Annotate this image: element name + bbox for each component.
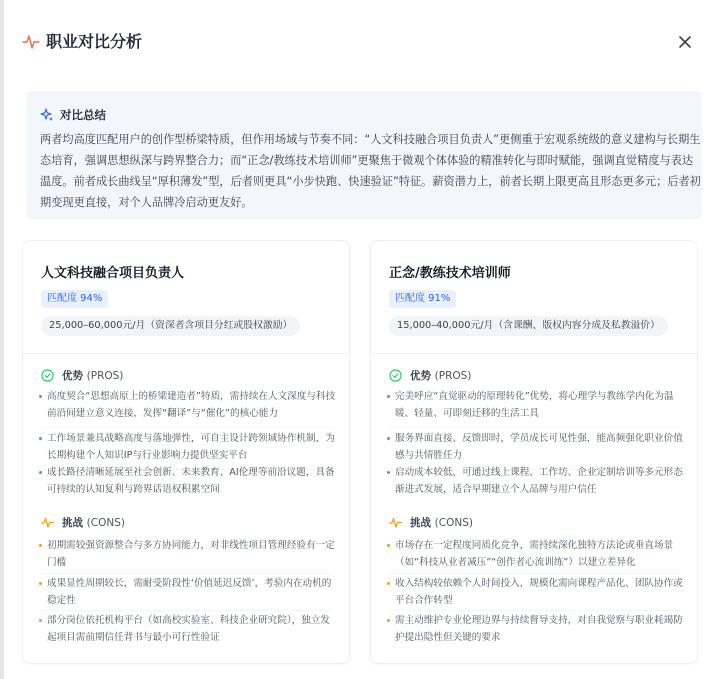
item-separator [41, 427, 333, 428]
job-title: 人文科技融合项目负责人 [41, 266, 185, 281]
cons-label: 挑战 (CONS) [62, 517, 125, 529]
cons-label: 挑战 (CONS) [410, 517, 473, 529]
pros-item: 服务界面直接、反馈即时，学员成长可见性强，能高频强化职业价值感与共情胜任力 [395, 430, 687, 464]
cons-item: 部分岗位依托机构平台（如高校实验室、科技企业研究院），独立发起项目需前期信任背书与最小可行性验证 [47, 612, 339, 646]
check-circle-icon [389, 369, 402, 382]
summary-title: 对比总结 [60, 108, 106, 122]
pros-label: 优势 (PROS) [410, 370, 472, 382]
pros-item: 完美呼应“直觉驱动的原理转化”优势，将心理学与教练学内化为温暖、轻量、可即刻迁移的生活工具 [395, 388, 687, 422]
pros-label: 优势 (PROS) [62, 370, 124, 382]
comparison-summary [26, 91, 702, 219]
close-icon[interactable] [675, 32, 695, 52]
cons-item: 需主动维护专业伦理边界与持续督导支持，对自我觉察与职业耗竭防护提出隐性但关键的要求 [395, 612, 687, 646]
item-separator [389, 573, 681, 574]
cons-item: 收入结构较依赖个人时间投入，规模化需向课程产品化、团队协作或平台合作转型 [395, 575, 687, 609]
career-card [370, 240, 698, 664]
pros-item: 启动成本较低，可通过线上课程、工作坊、企业定制培训等多元形态渐进式发展，适合早期建立个人品牌与用户信任 [395, 464, 687, 498]
career-compare-dialog [4, 0, 720, 679]
divider [23, 353, 349, 354]
trend-pulse-icon [41, 516, 54, 529]
cons-item: 初期需较强资源整合与多方协同能力，对非线性项目管理经验有一定门槛 [47, 537, 339, 571]
pros-item: 成长路径清晰延展至社会创新、未来教育、AI伦理等前沿议题，具备可持续的认知复利与跨界话语权积累空间 [47, 464, 339, 498]
match-badge: 匹配度 94% [41, 290, 108, 308]
divider [371, 353, 697, 354]
salary-pill: 25,000–60,000元/月（资深者含项目分红或股权激励） [41, 316, 300, 336]
trend-pulse-icon [389, 516, 402, 529]
item-separator [41, 610, 333, 611]
pros-item: 高度契合“思想高原上的桥梁建造者”特质，需持续在人文深度与科技前沿间建立意义连接，发挥“翻译”与“催化”的核心能力 [47, 388, 339, 422]
cons-item: 成果显性周期较长，需耐受阶段性‘价值延迟反馈’，考验内在动机的稳定性 [47, 575, 339, 609]
dialog-title: 职业对比分析 [46, 32, 143, 51]
dialog-header [4, 0, 720, 84]
cons-item: 市场存在一定程度同质化竞争，需持续深化独特方法论或垂直场景（如“科技从业者减压”“创作者心流训练”）以建立差异化 [395, 537, 687, 571]
item-separator [389, 610, 681, 611]
career-card [22, 240, 350, 664]
sparkle-icon [40, 108, 54, 122]
job-title: 正念/教练技术培训师 [389, 266, 511, 281]
match-badge: 匹配度 91% [389, 290, 456, 308]
check-circle-icon [41, 369, 54, 382]
pros-item: 工作场景兼具战略高度与落地弹性，可自主设计跨领域协作机制，为长期构建个人知识IP与行业影响力提供坚实平台 [47, 430, 339, 464]
salary-pill: 15,000–40,000元/月（含课酬、版权内容分成及私教溢价） [389, 316, 668, 336]
activity-pulse-icon [22, 33, 40, 51]
item-separator [41, 573, 333, 574]
item-separator [389, 427, 681, 428]
summary-text: 两者均高度匹配用户的创作型桥梁特质，但作用场域与节奏不同：“人文科技融合项目负责人”更侧重于宏观系统级的意义建构与长期生态培育，强调思想纵深与跨界整合力；而“正念/教练技术培训师”更聚焦于微观个体体验的精准转化与即时赋能，强调直觉精度与表达温度。前者成长曲线呈“厚积薄发”型，后者则更具“小步快跑、快速验证”特征。薪资潜力上，前者长期上限更高且形态更多元；后者初期变现更直接，对个人品牌冷启动更友好。 [40, 133, 701, 209]
